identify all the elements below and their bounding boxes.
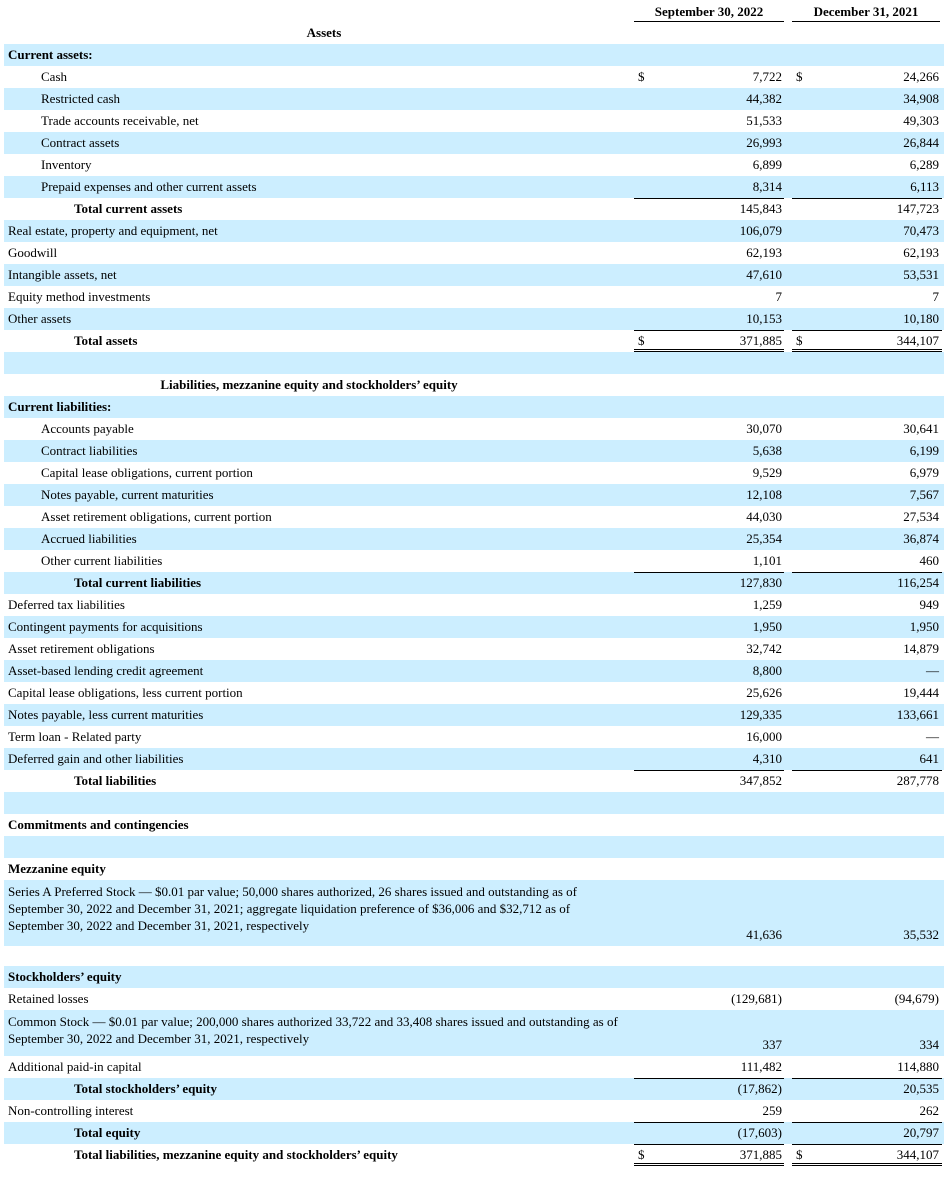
value-2022: 16,000 xyxy=(746,729,782,744)
spacer-row xyxy=(4,352,944,374)
value-2021: 53,531 xyxy=(903,267,939,282)
total-row xyxy=(4,572,944,594)
table-row xyxy=(4,880,944,946)
value-2021: — xyxy=(926,663,939,678)
value-2021: 70,473 xyxy=(903,223,939,238)
value-2021: 6,113 xyxy=(910,179,939,194)
table-row xyxy=(4,462,944,484)
row-label: Intangible assets, net xyxy=(8,267,117,282)
value-2022: 127,830 xyxy=(739,575,782,590)
liabilities-title-row xyxy=(4,374,944,396)
balance-sheet-table xyxy=(0,22,948,1166)
table-row xyxy=(4,154,944,176)
value-2021: 19,444 xyxy=(903,685,939,700)
row-label: Additional paid-in capital xyxy=(8,1059,142,1074)
table-row xyxy=(4,1010,944,1056)
value-2021: 114,880 xyxy=(897,1059,939,1074)
value-2021: 49,303 xyxy=(903,113,939,128)
value-2022: (17,862) xyxy=(737,1081,782,1096)
row-label: Deferred gain and other liabilities xyxy=(8,751,184,766)
value-2021: 27,534 xyxy=(903,509,939,524)
value-2021: 7,567 xyxy=(909,487,939,502)
row-label: Deferred tax liabilities xyxy=(8,597,125,612)
assets-title-row xyxy=(4,22,944,44)
row-label: Other assets xyxy=(8,311,72,326)
row-label: Asset retirement obligations, current portion xyxy=(41,509,272,524)
column-header-row xyxy=(0,0,948,22)
row-label: Cash xyxy=(41,69,67,84)
currency-symbol: $ xyxy=(796,69,803,84)
value-2022: 26,993 xyxy=(746,135,782,150)
table-row xyxy=(4,132,944,154)
table-row xyxy=(4,440,944,462)
assets-title: Assets xyxy=(306,25,342,40)
table-row xyxy=(4,682,944,704)
table-row xyxy=(4,660,944,682)
row-label: Total current assets xyxy=(74,201,183,216)
table-row xyxy=(4,988,944,1010)
value-2022: 7 xyxy=(775,289,782,304)
value-2021: 116,254 xyxy=(897,575,939,590)
currency-symbol: $ xyxy=(638,69,645,84)
value-2022: 7,722 xyxy=(752,69,782,84)
row-label: Real estate, property and equipment, net xyxy=(8,223,218,238)
current-liabilities-header: Current liabilities: xyxy=(8,399,112,414)
value-2022: 106,079 xyxy=(739,223,782,238)
total-row xyxy=(4,198,944,220)
value-2022: 371,885 xyxy=(739,1147,782,1162)
total-row xyxy=(4,330,944,352)
value-2021: 641 xyxy=(919,751,939,766)
value-2022: 47,610 xyxy=(746,267,782,282)
value-2021: 62,193 xyxy=(903,245,939,260)
value-2021: 14,879 xyxy=(903,641,939,656)
row-label: Asset retirement obligations xyxy=(8,641,155,656)
row-label: Other current liabilities xyxy=(41,553,163,568)
value-2022: 44,382 xyxy=(746,91,782,106)
value-2021: 30,641 xyxy=(903,421,939,436)
table-row xyxy=(4,264,944,286)
value-2022: 347,852 xyxy=(739,773,782,788)
row-label: Equity method investments xyxy=(8,289,151,304)
table-row xyxy=(4,242,944,264)
value-2021: 35,532 xyxy=(903,927,939,942)
value-2022: 41,636 xyxy=(746,927,782,942)
table-row xyxy=(4,594,944,616)
row-label: Total equity xyxy=(74,1125,141,1140)
total-row xyxy=(4,1078,944,1100)
table-row xyxy=(4,308,944,330)
row-label: Asset-based lending credit agreement xyxy=(8,663,204,678)
value-2022: (129,681) xyxy=(731,991,782,1006)
value-2022: 25,354 xyxy=(746,531,782,546)
row-label: Total assets xyxy=(74,333,138,348)
value-2021: 334 xyxy=(919,1037,939,1052)
column-header-dec-2021: December 31, 2021 xyxy=(792,4,940,22)
table-row xyxy=(4,418,944,440)
value-2021: 1,950 xyxy=(909,619,939,634)
row-label: Total liabilities, mezzanine equity and stockholders’ equity xyxy=(74,1147,398,1162)
row-label: Non-controlling interest xyxy=(8,1103,134,1118)
value-2021: 7 xyxy=(932,289,939,304)
value-2022: 145,843 xyxy=(739,201,782,216)
commitments-label: Commitments and contingencies xyxy=(8,817,189,832)
column-header-sep-2022: September 30, 2022 xyxy=(634,4,784,22)
table-row xyxy=(4,748,944,770)
row-label: Series A Preferred Stock — $0.01 par value; 50,000 shares authorized, 26 shares issued and outstanding as of September 30, 2022 and December 31, 2021; aggregate liquidation preference of $36,006 and $32,712 as of September 30, 2022 and December 31, 2021, respectively xyxy=(8,884,577,933)
value-2021: 344,107 xyxy=(896,333,939,348)
stockholders-header: Stockholders’ equity xyxy=(8,969,122,984)
value-2021: 24,266 xyxy=(903,69,939,84)
row-label: Common Stock — $0.01 par value; 200,000 shares authorized 33,722 and 33,408 shares issued and outstanding as of September 30, 2022 and December 31, 2021, respectively xyxy=(8,1014,618,1046)
total-row xyxy=(4,1144,944,1166)
table-row xyxy=(4,484,944,506)
currency-symbol: $ xyxy=(796,333,803,348)
section-header-row xyxy=(4,396,944,418)
row-label: Accrued liabilities xyxy=(41,531,137,546)
currency-symbol: $ xyxy=(796,1147,803,1162)
value-2021: 6,289 xyxy=(909,157,939,172)
row-label: Capital lease obligations, current portion xyxy=(41,465,253,480)
value-2022: 1,101 xyxy=(752,553,782,568)
value-2022: 1,259 xyxy=(752,597,782,612)
value-2021: 147,723 xyxy=(896,201,939,216)
row-label: Prepaid expenses and other current assets xyxy=(41,179,257,194)
table-row xyxy=(4,1100,944,1122)
row-label: Capital lease obligations, less current portion xyxy=(8,685,243,700)
value-2022: 51,533 xyxy=(746,113,782,128)
value-2022: 129,335 xyxy=(739,707,782,722)
table-row xyxy=(4,66,944,88)
value-2022: 10,153 xyxy=(746,311,782,326)
row-label: Accounts payable xyxy=(41,421,134,436)
value-2022: 1,950 xyxy=(752,619,782,634)
value-2021: — xyxy=(926,729,939,744)
table-row xyxy=(4,726,944,748)
row-label: Term loan - Related party xyxy=(8,729,142,744)
table-row xyxy=(4,88,944,110)
current-assets-header: Current assets: xyxy=(8,47,93,62)
total-row xyxy=(4,1122,944,1144)
value-2021: 262 xyxy=(919,1103,939,1118)
table-row xyxy=(4,616,944,638)
commitments-row xyxy=(4,814,944,836)
value-2022: 8,314 xyxy=(752,179,782,194)
value-2021: 26,844 xyxy=(903,135,939,150)
value-2022: 5,638 xyxy=(752,443,782,458)
value-2021: 287,778 xyxy=(896,773,939,788)
value-2022: 25,626 xyxy=(746,685,782,700)
row-label: Contract assets xyxy=(41,135,120,150)
value-2022: 337 xyxy=(762,1037,782,1052)
table-row xyxy=(4,528,944,550)
value-2021: 344,107 xyxy=(896,1147,939,1162)
row-label: Total stockholders’ equity xyxy=(74,1081,218,1096)
table-row xyxy=(4,638,944,660)
spacer-row xyxy=(4,946,944,966)
table-row xyxy=(4,704,944,726)
value-2022: 32,742 xyxy=(746,641,782,656)
table-row xyxy=(4,176,944,198)
row-label: Notes payable, current maturities xyxy=(41,487,214,502)
total-row xyxy=(4,770,944,792)
value-2021: 6,979 xyxy=(909,465,939,480)
table-row xyxy=(4,1056,944,1078)
value-2022: 12,108 xyxy=(746,487,782,502)
section-header-row xyxy=(4,966,944,988)
spacer-row xyxy=(4,792,944,814)
row-label: Retained losses xyxy=(8,991,89,1006)
value-2021: 133,661 xyxy=(896,707,939,722)
table-row xyxy=(4,506,944,528)
table-row xyxy=(4,220,944,242)
row-label: Restricted cash xyxy=(41,91,121,106)
mezzanine-header: Mezzanine equity xyxy=(8,861,106,876)
row-label: Contract liabilities xyxy=(41,443,138,458)
value-2022: (17,603) xyxy=(737,1125,782,1140)
table-row xyxy=(4,550,944,572)
value-2022: 44,030 xyxy=(746,509,782,524)
value-2021: 6,199 xyxy=(909,443,939,458)
row-label: Trade accounts receivable, net xyxy=(41,113,199,128)
value-2022: 4,310 xyxy=(752,751,782,766)
section-header-row xyxy=(4,858,944,880)
value-2021: (94,679) xyxy=(894,991,939,1006)
value-2021: 20,797 xyxy=(903,1125,939,1140)
value-2022: 371,885 xyxy=(739,333,782,348)
value-2021: 34,908 xyxy=(903,91,939,106)
value-2021: 460 xyxy=(919,553,939,568)
value-2021: 36,874 xyxy=(903,531,939,546)
row-label: Inventory xyxy=(41,157,92,172)
value-2022: 6,899 xyxy=(752,157,782,172)
currency-symbol: $ xyxy=(638,333,645,348)
spacer-row xyxy=(4,836,944,858)
value-2021: 10,180 xyxy=(903,311,939,326)
currency-symbol: $ xyxy=(638,1147,645,1162)
value-2022: 111,482 xyxy=(740,1059,782,1074)
row-label: Total current liabilities xyxy=(74,575,202,590)
section-header-row xyxy=(4,44,944,66)
row-label: Goodwill xyxy=(8,245,58,260)
value-2022: 62,193 xyxy=(746,245,782,260)
table-row xyxy=(4,286,944,308)
value-2021: 20,535 xyxy=(903,1081,939,1096)
table-row xyxy=(4,110,944,132)
value-2022: 8,800 xyxy=(752,663,782,678)
value-2022: 30,070 xyxy=(746,421,782,436)
value-2022: 259 xyxy=(762,1103,782,1118)
row-label: Total liabilities xyxy=(74,773,157,788)
liabilities-title: Liabilities, mezzanine equity and stockholders’ equity xyxy=(160,377,458,392)
value-2022: 9,529 xyxy=(752,465,782,480)
value-2021: 949 xyxy=(919,597,939,612)
row-label: Notes payable, less current maturities xyxy=(8,707,204,722)
row-label: Contingent payments for acquisitions xyxy=(8,619,203,634)
